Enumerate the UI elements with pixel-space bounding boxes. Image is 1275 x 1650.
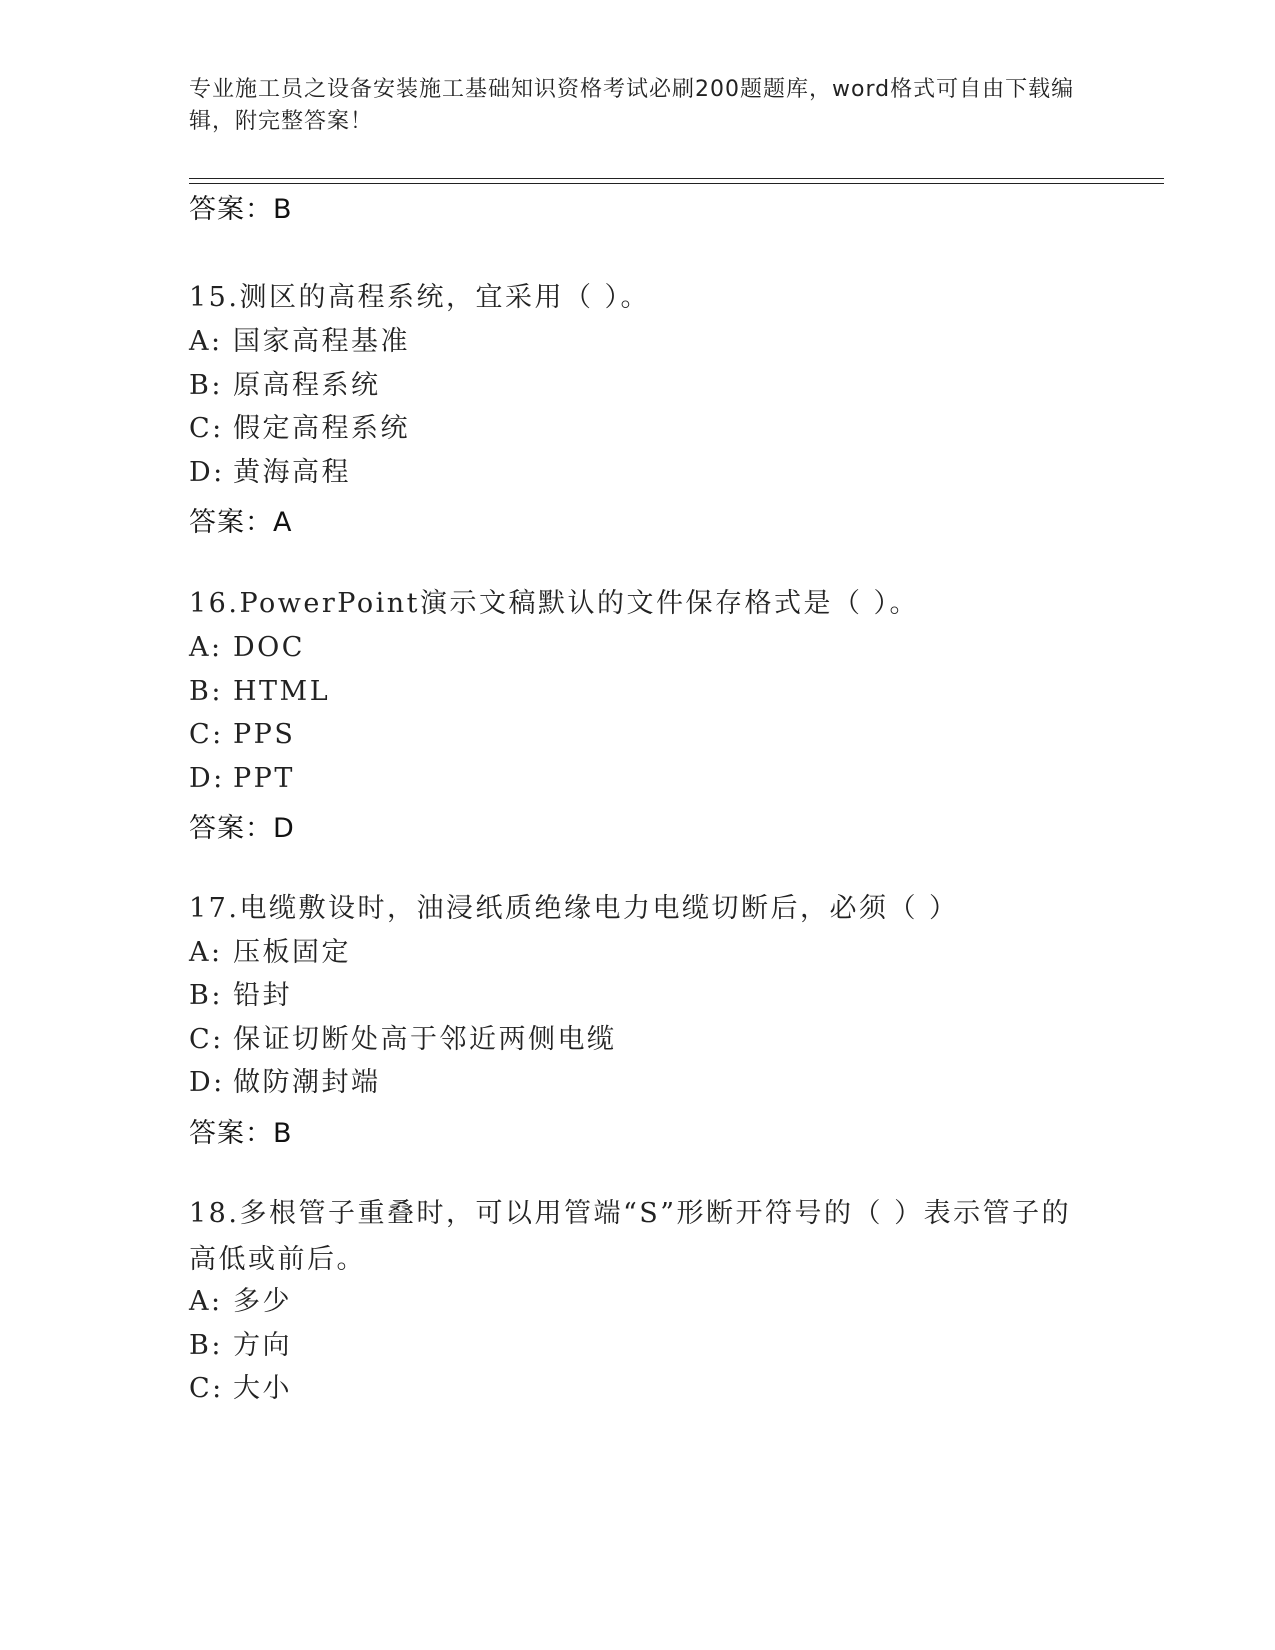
option-line <box>189 930 351 976</box>
option-line <box>189 625 305 671</box>
option-line <box>189 756 295 802</box>
option-line <box>189 406 410 452</box>
option-text: 方向 <box>233 1330 292 1361</box>
option-line <box>189 1323 292 1369</box>
option-text: 铅封 <box>233 980 292 1011</box>
option-letter: A: <box>189 326 223 357</box>
option-line <box>189 1366 292 1412</box>
option-line <box>189 1279 292 1325</box>
question-text: 17.电缆敷设时，油浸纸质绝缘电力电缆切断后，必须（ ） <box>189 893 959 924</box>
option-line <box>189 1017 617 1063</box>
option-text: 做防潮封端 <box>233 1067 381 1098</box>
option-text: 国家高程基准 <box>233 326 410 357</box>
option-letter: D: <box>189 1067 225 1098</box>
option-line <box>189 1060 381 1106</box>
option-letter: B: <box>189 676 223 707</box>
question-text: 18.多根管子重叠时，可以用管端“S”形断开符号的（ ）表示管子的高低或前后。 <box>189 1198 1072 1275</box>
option-letter: D: <box>189 763 225 794</box>
option-letter: A: <box>189 632 223 663</box>
option-line <box>189 669 330 715</box>
document-header: 专业施工员之设备安装施工基础知识资格考试必刷200题题库，word格式可自由下载编辑，附完整答案！ <box>189 77 1075 134</box>
option-text: PPS <box>233 719 296 750</box>
option-text: HTML <box>233 676 331 707</box>
header-rule-top <box>189 178 1164 179</box>
answer-value: D <box>273 813 295 844</box>
answer-value: B <box>273 194 293 225</box>
option-letter: C: <box>189 1024 224 1055</box>
answer-prefix: 答案： <box>189 813 273 844</box>
option-line <box>189 363 381 409</box>
option-line <box>189 450 351 496</box>
option-letter: A: <box>189 937 223 968</box>
option-text: 多少 <box>233 1286 292 1317</box>
option-letter: C: <box>189 413 224 444</box>
answer-line <box>189 1116 293 1152</box>
option-text: 原高程系统 <box>233 370 381 401</box>
answer-prefix: 答案： <box>189 194 273 225</box>
answer-prefix: 答案： <box>189 1118 273 1149</box>
option-text: 压板固定 <box>233 937 351 968</box>
option-letter: A: <box>189 1286 223 1317</box>
option-text: 假定高程系统 <box>233 413 410 444</box>
question-text: 16.PowerPoint演示文稿默认的文件保存格式是（ ）。 <box>189 588 920 619</box>
option-letter: B: <box>189 370 223 401</box>
option-line <box>189 973 292 1019</box>
header-rule-bottom <box>189 183 1164 184</box>
option-letter: C: <box>189 719 224 750</box>
option-text: PPT <box>233 763 295 794</box>
option-letter: B: <box>189 980 223 1011</box>
option-text: DOC <box>233 632 305 663</box>
option-line <box>189 712 295 758</box>
option-text: 黄海高程 <box>233 457 351 488</box>
question-text: 15.测区的高程系统，宜采用（ ）。 <box>189 282 651 313</box>
answer-line <box>189 505 292 541</box>
option-text: 大小 <box>233 1373 292 1404</box>
option-letter: B: <box>189 1330 223 1361</box>
answer-value: B <box>273 1118 293 1149</box>
answer-line <box>189 811 295 847</box>
answer-value: A <box>273 507 293 538</box>
option-letter: D: <box>189 457 225 488</box>
option-letter: C: <box>189 1373 224 1404</box>
answer-prefix: 答案： <box>189 507 273 538</box>
option-line <box>189 319 410 365</box>
option-text: 保证切断处高于邻近两侧电缆 <box>233 1024 617 1055</box>
answer-line <box>189 192 293 228</box>
